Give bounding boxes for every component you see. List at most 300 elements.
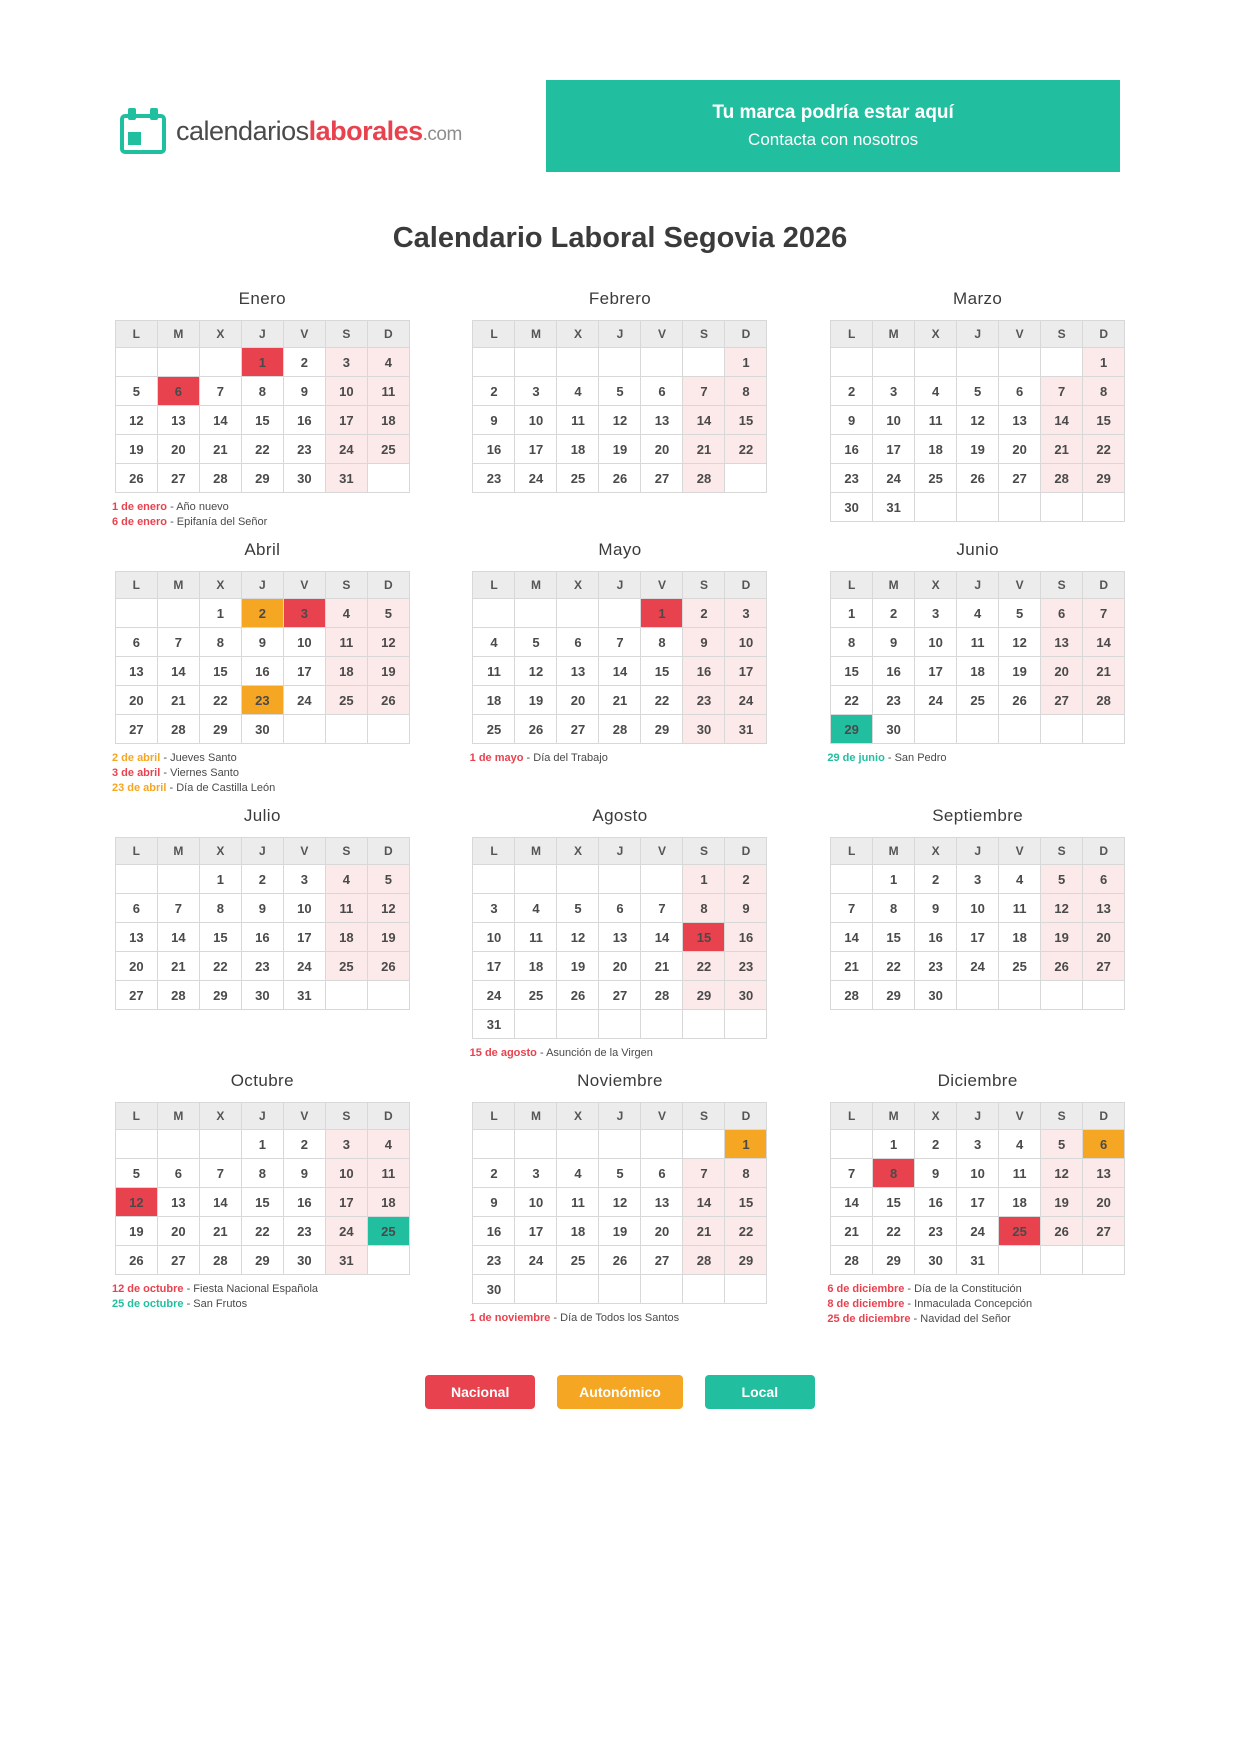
day-cell-weekend[interactable]: 11 [367, 377, 409, 406]
day-cell[interactable]: 21 [199, 1217, 241, 1246]
day-cell[interactable]: 30 [915, 1246, 957, 1275]
day-cell[interactable]: 19 [999, 657, 1041, 686]
day-cell-weekend[interactable]: 25 [325, 952, 367, 981]
day-cell[interactable]: 13 [999, 406, 1041, 435]
day-cell-weekend[interactable]: 12 [367, 894, 409, 923]
day-cell[interactable]: 20 [115, 686, 157, 715]
day-cell-weekend[interactable]: 5 [1041, 1130, 1083, 1159]
day-cell-weekend[interactable]: 12 [1041, 894, 1083, 923]
day-cell[interactable]: 30 [283, 1246, 325, 1275]
day-cell[interactable]: 8 [241, 1159, 283, 1188]
day-cell[interactable]: 6 [641, 377, 683, 406]
day-cell[interactable]: 15 [873, 1188, 915, 1217]
day-cell[interactable]: 18 [557, 435, 599, 464]
day-cell[interactable]: 5 [557, 894, 599, 923]
day-cell[interactable]: 2 [283, 348, 325, 377]
day-cell[interactable]: 19 [599, 435, 641, 464]
day-cell[interactable]: 23 [473, 464, 515, 493]
day-cell-weekend[interactable]: 5 [367, 599, 409, 628]
day-cell-weekend[interactable]: 22 [683, 952, 725, 981]
day-cell-weekend[interactable]: 14 [683, 1188, 725, 1217]
day-cell[interactable]: 24 [957, 952, 999, 981]
day-cell[interactable]: 25 [957, 686, 999, 715]
day-cell-weekend[interactable]: 1 [1083, 348, 1125, 377]
day-cell[interactable]: 23 [831, 464, 873, 493]
day-cell[interactable]: 5 [999, 599, 1041, 628]
day-cell[interactable]: 27 [157, 1246, 199, 1275]
day-cell[interactable]: 29 [241, 464, 283, 493]
day-cell-weekend[interactable]: 4 [325, 599, 367, 628]
day-cell[interactable]: 28 [599, 715, 641, 744]
day-cell-weekend[interactable]: 5 [1041, 865, 1083, 894]
day-cell[interactable]: 16 [283, 1188, 325, 1217]
day-cell[interactable]: 25 [915, 464, 957, 493]
day-cell-weekend[interactable]: 29 [725, 1246, 767, 1275]
day-cell[interactable]: 11 [473, 657, 515, 686]
day-cell[interactable]: 15 [831, 657, 873, 686]
day-cell[interactable]: 24 [283, 686, 325, 715]
day-cell[interactable]: 30 [915, 981, 957, 1010]
day-cell-weekend[interactable]: 30 [683, 715, 725, 744]
day-cell[interactable]: 25 [999, 952, 1041, 981]
day-cell-weekend[interactable]: 2 [683, 599, 725, 628]
day-cell[interactable]: 28 [157, 715, 199, 744]
day-cell-holiday[interactable]: 8 [873, 1159, 915, 1188]
day-cell[interactable]: 28 [199, 1246, 241, 1275]
day-cell[interactable]: 7 [641, 894, 683, 923]
day-cell[interactable]: 22 [241, 435, 283, 464]
day-cell[interactable]: 8 [641, 628, 683, 657]
day-cell[interactable]: 30 [473, 1275, 515, 1304]
day-cell-weekend[interactable]: 27 [1083, 952, 1125, 981]
day-cell[interactable]: 24 [515, 464, 557, 493]
day-cell[interactable]: 9 [831, 406, 873, 435]
day-cell[interactable]: 20 [157, 435, 199, 464]
day-cell[interactable]: 6 [999, 377, 1041, 406]
day-cell-weekend[interactable]: 26 [1041, 952, 1083, 981]
day-cell[interactable]: 26 [957, 464, 999, 493]
day-cell[interactable]: 13 [157, 1188, 199, 1217]
day-cell[interactable]: 9 [915, 1159, 957, 1188]
day-cell[interactable]: 26 [557, 981, 599, 1010]
day-cell[interactable]: 23 [241, 952, 283, 981]
day-cell[interactable]: 3 [515, 377, 557, 406]
day-cell[interactable]: 16 [915, 923, 957, 952]
day-cell[interactable]: 2 [473, 1159, 515, 1188]
day-cell-weekend[interactable]: 3 [725, 599, 767, 628]
day-cell[interactable]: 20 [115, 952, 157, 981]
day-cell-weekend[interactable]: 15 [725, 1188, 767, 1217]
day-cell[interactable]: 4 [473, 628, 515, 657]
day-cell-weekend[interactable]: 28 [1083, 686, 1125, 715]
day-cell[interactable]: 11 [515, 923, 557, 952]
day-cell[interactable]: 19 [115, 435, 157, 464]
day-cell[interactable]: 16 [241, 923, 283, 952]
day-cell[interactable]: 7 [831, 1159, 873, 1188]
day-cell-weekend[interactable]: 26 [367, 686, 409, 715]
day-cell-weekend[interactable]: 1 [683, 865, 725, 894]
day-cell[interactable]: 26 [115, 464, 157, 493]
day-cell[interactable]: 26 [115, 1246, 157, 1275]
day-cell[interactable]: 13 [641, 406, 683, 435]
day-cell[interactable]: 15 [641, 657, 683, 686]
day-cell[interactable]: 12 [999, 628, 1041, 657]
day-cell[interactable]: 12 [599, 406, 641, 435]
day-cell[interactable]: 13 [157, 406, 199, 435]
day-cell[interactable]: 23 [283, 435, 325, 464]
day-cell-weekend[interactable]: 17 [325, 406, 367, 435]
day-cell-weekend[interactable]: 7 [683, 377, 725, 406]
day-cell[interactable]: 19 [515, 686, 557, 715]
day-cell[interactable]: 7 [199, 1159, 241, 1188]
day-cell[interactable]: 14 [157, 657, 199, 686]
day-cell[interactable]: 29 [199, 715, 241, 744]
day-cell[interactable]: 10 [915, 628, 957, 657]
day-cell-weekend[interactable]: 16 [683, 657, 725, 686]
day-cell[interactable]: 8 [241, 377, 283, 406]
day-cell-weekend[interactable]: 28 [683, 464, 725, 493]
day-cell[interactable]: 30 [283, 464, 325, 493]
day-cell[interactable]: 17 [283, 923, 325, 952]
day-cell[interactable]: 10 [515, 1188, 557, 1217]
day-cell[interactable]: 4 [999, 1130, 1041, 1159]
day-cell[interactable]: 23 [873, 686, 915, 715]
day-cell[interactable]: 22 [873, 1217, 915, 1246]
day-cell[interactable]: 24 [915, 686, 957, 715]
day-cell[interactable]: 8 [199, 628, 241, 657]
day-cell[interactable]: 27 [599, 981, 641, 1010]
day-cell[interactable]: 7 [199, 377, 241, 406]
day-cell[interactable]: 20 [157, 1217, 199, 1246]
legend-chip-nacional[interactable]: Nacional [425, 1375, 535, 1409]
day-cell[interactable]: 4 [515, 894, 557, 923]
day-cell[interactable]: 23 [473, 1246, 515, 1275]
day-cell[interactable]: 21 [599, 686, 641, 715]
day-cell[interactable]: 28 [199, 464, 241, 493]
day-cell[interactable]: 16 [473, 1217, 515, 1246]
day-cell[interactable]: 16 [915, 1188, 957, 1217]
day-cell-weekend[interactable]: 8 [683, 894, 725, 923]
day-cell-weekend[interactable]: 3 [325, 1130, 367, 1159]
day-cell-weekend[interactable]: 29 [683, 981, 725, 1010]
day-cell-holiday[interactable]: 6 [1083, 1130, 1125, 1159]
day-cell[interactable]: 7 [157, 628, 199, 657]
day-cell-holiday[interactable]: 2 [241, 599, 283, 628]
day-cell[interactable]: 22 [199, 686, 241, 715]
day-cell-weekend[interactable]: 4 [367, 1130, 409, 1159]
day-cell[interactable]: 31 [957, 1246, 999, 1275]
day-cell[interactable]: 5 [115, 377, 157, 406]
day-cell-weekend[interactable]: 10 [325, 377, 367, 406]
day-cell[interactable]: 31 [873, 493, 915, 522]
day-cell[interactable]: 4 [915, 377, 957, 406]
day-cell[interactable]: 27 [157, 464, 199, 493]
day-cell[interactable]: 20 [641, 435, 683, 464]
day-cell-weekend[interactable]: 24 [325, 1217, 367, 1246]
day-cell[interactable]: 14 [831, 1188, 873, 1217]
day-cell[interactable]: 20 [557, 686, 599, 715]
day-cell[interactable]: 5 [957, 377, 999, 406]
day-cell[interactable]: 1 [199, 599, 241, 628]
day-cell[interactable]: 9 [873, 628, 915, 657]
day-cell-weekend[interactable]: 18 [325, 923, 367, 952]
day-cell[interactable]: 7 [831, 894, 873, 923]
day-cell-weekend[interactable]: 8 [725, 377, 767, 406]
day-cell[interactable]: 6 [641, 1159, 683, 1188]
day-cell[interactable]: 3 [283, 865, 325, 894]
day-cell[interactable]: 2 [241, 865, 283, 894]
day-cell[interactable]: 15 [241, 1188, 283, 1217]
day-cell[interactable]: 19 [557, 952, 599, 981]
day-cell[interactable]: 3 [473, 894, 515, 923]
day-cell-weekend[interactable]: 7 [1083, 599, 1125, 628]
day-cell[interactable]: 17 [957, 1188, 999, 1217]
day-cell-weekend[interactable]: 3 [325, 348, 367, 377]
day-cell-weekend[interactable]: 10 [325, 1159, 367, 1188]
day-cell[interactable]: 30 [241, 715, 283, 744]
day-cell-holiday[interactable]: 25 [367, 1217, 409, 1246]
day-cell-weekend[interactable]: 31 [325, 1246, 367, 1275]
day-cell[interactable]: 6 [115, 894, 157, 923]
day-cell-weekend[interactable]: 11 [325, 894, 367, 923]
day-cell-holiday[interactable]: 25 [999, 1217, 1041, 1246]
day-cell-weekend[interactable]: 27 [1041, 686, 1083, 715]
day-cell-weekend[interactable]: 20 [1041, 657, 1083, 686]
day-cell[interactable]: 23 [283, 1217, 325, 1246]
day-cell[interactable]: 9 [283, 1159, 325, 1188]
day-cell[interactable]: 16 [283, 406, 325, 435]
day-cell[interactable]: 23 [915, 1217, 957, 1246]
day-cell-weekend[interactable]: 19 [1041, 1188, 1083, 1217]
day-cell[interactable]: 14 [199, 406, 241, 435]
day-cell[interactable]: 21 [157, 686, 199, 715]
day-cell[interactable]: 24 [873, 464, 915, 493]
day-cell[interactable]: 10 [957, 1159, 999, 1188]
day-cell-weekend[interactable]: 26 [367, 952, 409, 981]
day-cell[interactable]: 17 [473, 952, 515, 981]
day-cell[interactable]: 17 [515, 435, 557, 464]
day-cell[interactable]: 2 [831, 377, 873, 406]
day-cell-weekend[interactable]: 21 [1083, 657, 1125, 686]
day-cell-weekend[interactable]: 18 [367, 406, 409, 435]
day-cell[interactable]: 9 [915, 894, 957, 923]
day-cell[interactable]: 15 [199, 657, 241, 686]
day-cell[interactable]: 30 [873, 715, 915, 744]
day-cell[interactable]: 27 [557, 715, 599, 744]
day-cell[interactable]: 24 [283, 952, 325, 981]
day-cell[interactable]: 21 [157, 952, 199, 981]
day-cell-weekend[interactable]: 19 [1041, 923, 1083, 952]
day-cell[interactable]: 3 [873, 377, 915, 406]
day-cell-holiday[interactable]: 6 [157, 377, 199, 406]
day-cell[interactable]: 13 [557, 657, 599, 686]
day-cell-weekend[interactable]: 13 [1083, 1159, 1125, 1188]
day-cell[interactable]: 26 [599, 1246, 641, 1275]
day-cell[interactable]: 20 [999, 435, 1041, 464]
day-cell[interactable]: 4 [957, 599, 999, 628]
day-cell[interactable]: 5 [515, 628, 557, 657]
day-cell[interactable]: 28 [157, 981, 199, 1010]
day-cell[interactable]: 14 [199, 1188, 241, 1217]
day-cell[interactable]: 29 [199, 981, 241, 1010]
day-cell[interactable]: 18 [473, 686, 515, 715]
day-cell[interactable]: 3 [915, 599, 957, 628]
day-cell[interactable]: 14 [831, 923, 873, 952]
day-cell-weekend[interactable]: 18 [367, 1188, 409, 1217]
day-cell[interactable]: 11 [557, 406, 599, 435]
day-cell[interactable]: 19 [115, 1217, 157, 1246]
day-cell[interactable]: 25 [557, 464, 599, 493]
day-cell[interactable]: 9 [241, 628, 283, 657]
day-cell-weekend[interactable]: 7 [683, 1159, 725, 1188]
day-cell-weekend[interactable]: 26 [1041, 1217, 1083, 1246]
day-cell[interactable]: 17 [515, 1217, 557, 1246]
day-cell[interactable]: 9 [241, 894, 283, 923]
day-cell[interactable]: 2 [873, 599, 915, 628]
day-cell[interactable]: 27 [641, 1246, 683, 1275]
day-cell[interactable]: 26 [515, 715, 557, 744]
day-cell-weekend[interactable]: 13 [1041, 628, 1083, 657]
day-cell[interactable]: 5 [599, 1159, 641, 1188]
day-cell-holiday[interactable]: 1 [725, 1130, 767, 1159]
day-cell-holiday[interactable]: 1 [641, 599, 683, 628]
day-cell-weekend[interactable]: 9 [683, 628, 725, 657]
day-cell[interactable]: 22 [831, 686, 873, 715]
day-cell[interactable]: 6 [599, 894, 641, 923]
day-cell-weekend[interactable]: 24 [325, 435, 367, 464]
day-cell[interactable]: 22 [641, 686, 683, 715]
day-cell-weekend[interactable]: 10 [725, 628, 767, 657]
day-cell-holiday[interactable]: 3 [283, 599, 325, 628]
day-cell[interactable]: 10 [473, 923, 515, 952]
day-cell[interactable]: 21 [831, 1217, 873, 1246]
day-cell[interactable]: 3 [515, 1159, 557, 1188]
day-cell-holiday[interactable]: 1 [241, 348, 283, 377]
day-cell-weekend[interactable]: 30 [725, 981, 767, 1010]
day-cell-weekend[interactable]: 20 [1083, 1188, 1125, 1217]
day-cell[interactable]: 21 [641, 952, 683, 981]
day-cell[interactable]: 7 [157, 894, 199, 923]
day-cell[interactable]: 26 [599, 464, 641, 493]
day-cell[interactable]: 10 [515, 406, 557, 435]
day-cell[interactable]: 18 [999, 923, 1041, 952]
day-cell-weekend[interactable]: 15 [725, 406, 767, 435]
day-cell[interactable]: 2 [473, 377, 515, 406]
day-cell-weekend[interactable]: 22 [725, 435, 767, 464]
day-cell-weekend[interactable]: 21 [683, 1217, 725, 1246]
day-cell-weekend[interactable]: 14 [1041, 406, 1083, 435]
day-cell[interactable]: 28 [831, 1246, 873, 1275]
day-cell[interactable]: 29 [873, 1246, 915, 1275]
day-cell[interactable]: 6 [157, 1159, 199, 1188]
day-cell[interactable]: 5 [599, 377, 641, 406]
day-cell[interactable]: 15 [199, 923, 241, 952]
day-cell-weekend[interactable]: 25 [367, 435, 409, 464]
day-cell[interactable]: 31 [473, 1010, 515, 1039]
day-cell-weekend[interactable]: 5 [367, 865, 409, 894]
day-cell[interactable]: 21 [199, 435, 241, 464]
day-cell[interactable]: 14 [641, 923, 683, 952]
day-cell-weekend[interactable]: 17 [325, 1188, 367, 1217]
day-cell[interactable]: 1 [241, 1130, 283, 1159]
day-cell[interactable]: 9 [473, 406, 515, 435]
day-cell[interactable]: 3 [957, 1130, 999, 1159]
day-cell-weekend[interactable]: 31 [725, 715, 767, 744]
day-cell-weekend[interactable]: 16 [725, 923, 767, 952]
day-cell-weekend[interactable]: 9 [725, 894, 767, 923]
day-cell[interactable]: 27 [641, 464, 683, 493]
day-cell[interactable]: 9 [473, 1188, 515, 1217]
day-cell[interactable]: 3 [957, 865, 999, 894]
day-cell[interactable]: 22 [241, 1217, 283, 1246]
day-cell-weekend[interactable]: 12 [367, 628, 409, 657]
day-cell[interactable]: 11 [957, 628, 999, 657]
day-cell[interactable]: 29 [241, 1246, 283, 1275]
day-cell[interactable]: 29 [873, 981, 915, 1010]
day-cell[interactable]: 12 [957, 406, 999, 435]
day-cell[interactable]: 4 [557, 1159, 599, 1188]
day-cell[interactable]: 21 [831, 952, 873, 981]
day-cell[interactable]: 4 [999, 865, 1041, 894]
day-cell[interactable]: 22 [873, 952, 915, 981]
day-cell[interactable]: 20 [641, 1217, 683, 1246]
day-cell-weekend[interactable]: 11 [367, 1159, 409, 1188]
day-cell-weekend[interactable]: 27 [1083, 1217, 1125, 1246]
day-cell-holiday[interactable]: 15 [683, 923, 725, 952]
day-cell-weekend[interactable]: 23 [683, 686, 725, 715]
day-cell-weekend[interactable]: 18 [325, 657, 367, 686]
day-cell[interactable]: 16 [873, 657, 915, 686]
day-cell-weekend[interactable]: 15 [1083, 406, 1125, 435]
day-cell[interactable]: 24 [473, 981, 515, 1010]
day-cell[interactable]: 19 [599, 1217, 641, 1246]
day-cell[interactable]: 10 [283, 628, 325, 657]
day-cell[interactable]: 27 [999, 464, 1041, 493]
day-cell[interactable]: 12 [557, 923, 599, 952]
day-cell[interactable]: 1 [873, 865, 915, 894]
day-cell-weekend[interactable]: 8 [725, 1159, 767, 1188]
day-cell-weekend[interactable]: 31 [325, 464, 367, 493]
day-cell[interactable]: 13 [115, 923, 157, 952]
day-cell-holiday[interactable]: 12 [115, 1188, 157, 1217]
day-cell[interactable]: 24 [515, 1246, 557, 1275]
day-cell[interactable]: 2 [915, 1130, 957, 1159]
day-cell-weekend[interactable]: 22 [725, 1217, 767, 1246]
day-cell-weekend[interactable]: 8 [1083, 377, 1125, 406]
day-cell-weekend[interactable]: 25 [325, 686, 367, 715]
day-cell[interactable]: 24 [957, 1217, 999, 1246]
day-cell-weekend[interactable]: 19 [367, 923, 409, 952]
day-cell[interactable]: 8 [199, 894, 241, 923]
day-cell[interactable]: 12 [515, 657, 557, 686]
day-cell[interactable]: 12 [115, 406, 157, 435]
day-cell-weekend[interactable]: 24 [725, 686, 767, 715]
day-cell-weekend[interactable]: 4 [367, 348, 409, 377]
day-cell[interactable]: 6 [557, 628, 599, 657]
day-cell-weekend[interactable]: 21 [683, 435, 725, 464]
day-cell[interactable]: 18 [915, 435, 957, 464]
site-logo[interactable] [120, 80, 490, 154]
day-cell[interactable]: 7 [599, 628, 641, 657]
day-cell[interactable]: 25 [515, 981, 557, 1010]
day-cell-weekend[interactable]: 6 [1041, 599, 1083, 628]
day-cell[interactable]: 2 [283, 1130, 325, 1159]
day-cell[interactable]: 4 [557, 377, 599, 406]
day-cell[interactable]: 19 [957, 435, 999, 464]
legend-chip-autonomico[interactable]: Autonómico [557, 1375, 683, 1409]
day-cell[interactable]: 18 [957, 657, 999, 686]
day-cell[interactable]: 16 [473, 435, 515, 464]
